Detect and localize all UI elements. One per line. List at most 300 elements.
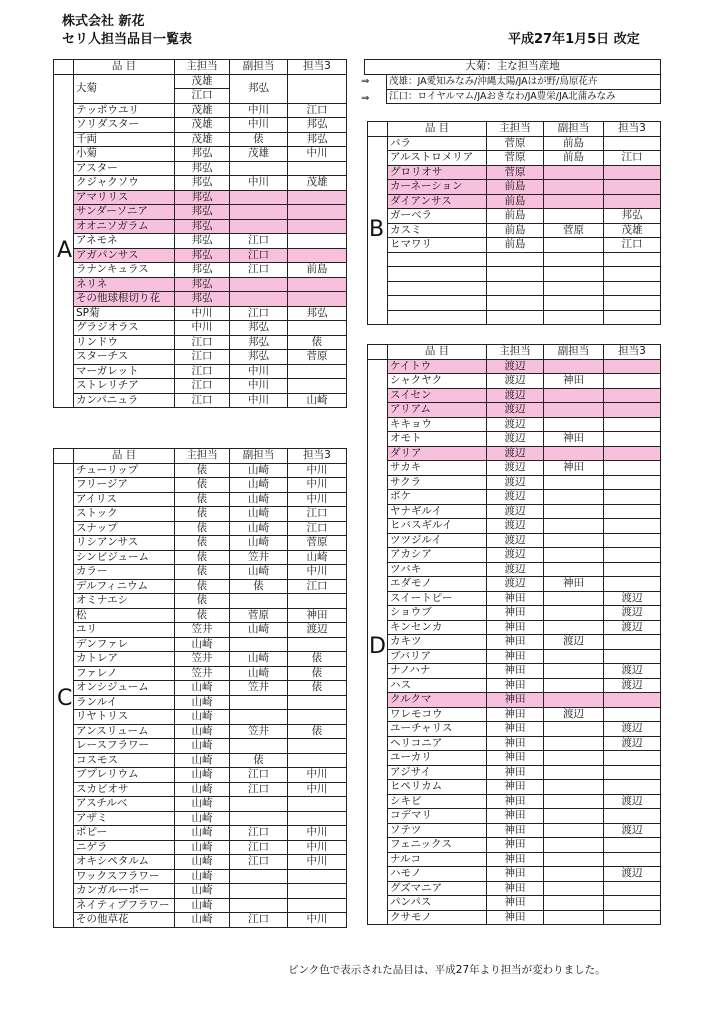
table-row [54,637,347,652]
item-name-cell: アジサイ [388,765,487,780]
item-name-cell: サカキ [388,461,487,476]
third-cell [604,388,661,403]
sub-cell [544,794,604,809]
table-row [368,707,661,722]
third-cell [288,321,347,336]
main-cell: 江口 [175,393,230,408]
third-cell [604,809,661,824]
sub-cell [544,209,604,224]
item-name-cell: チューリップ [74,463,175,478]
third-cell [604,475,661,490]
sub-cell: 俵 [230,579,288,594]
item-name-cell: ストック [74,507,175,522]
third-cell [604,780,661,795]
table-row [54,248,347,263]
item-name-cell: クルクマ [388,693,487,708]
table-row [54,782,347,797]
item-name-cell: サンダーソニア [74,205,175,220]
third-cell [604,910,661,925]
sub-cell [544,910,604,925]
group-c-corner [54,449,74,464]
main-cell: 山崎 [175,739,230,754]
item-name-cell: スイートピー [388,591,487,606]
item-name-cell: コスモス [74,753,175,768]
table-row [368,881,661,896]
sub-cell [544,664,604,679]
group-d-label: D [369,634,386,659]
main-cell: 邦弘 [175,190,230,205]
table-row [54,321,347,336]
item-name-cell: デンファレ [74,637,175,652]
table-row [54,306,347,321]
third-cell: 前島 [288,263,347,278]
table-row [368,252,661,267]
sub-cell [230,219,288,234]
main-cell: 神田 [487,591,544,606]
table-row [54,768,347,783]
column-header-main: 主担当 [487,345,544,360]
main-cell: 渡辺 [487,490,544,505]
item-name-cell: コデマリ [388,809,487,824]
table-row [54,913,347,928]
third-cell [288,869,347,884]
third-cell [288,277,347,292]
main-cell: 江口 [175,335,230,350]
main-cell: 山崎 [175,753,230,768]
third-cell [604,461,661,476]
item-name-cell: 松 [74,608,175,623]
item-name-cell: スナップ [74,521,175,536]
main-cell: 俵 [175,579,230,594]
column-header-third: 担当3 [288,60,347,75]
table-row [54,74,347,89]
sub-cell [544,267,604,282]
main-cell: 邦弘 [175,205,230,220]
sub-cell: 江口 [230,263,288,278]
third-cell [604,896,661,911]
table-row [54,811,347,826]
main-cell: 笠井 [175,652,230,667]
table-row [368,209,661,224]
table-row [368,809,661,824]
sub-cell [230,637,288,652]
item-name-cell: シキビ [388,794,487,809]
main-cell: 神田 [487,765,544,780]
table-row [368,896,661,911]
main-cell: 神田 [487,809,544,824]
origin-line-2: 江口：ロイヤルマム/JAおきなわ/JA豊栄/JA北蒲みなみ [387,89,661,104]
table-row [54,855,347,870]
main-cell: 神田 [487,896,544,911]
column-header-sub: 副担当 [544,122,604,137]
item-name-cell: カンパニュラ [74,393,175,408]
main-cell: 山崎 [175,826,230,841]
table-row [54,695,347,710]
item-name-cell: シャクヤク [388,374,487,389]
third-cell [604,267,661,282]
sub-cell: 神田 [544,374,604,389]
column-header-third: 担当3 [288,449,347,464]
main-cell: 俵 [175,608,230,623]
third-cell [604,296,661,311]
main-cell: 渡辺 [487,562,544,577]
sub-cell: 茂雄 [230,147,288,162]
third-cell: 中川 [288,463,347,478]
main-cell: 渡辺 [487,577,544,592]
third-cell [604,838,661,853]
main-cell [487,252,544,267]
main-cell: 神田 [487,664,544,679]
sub-cell [544,388,604,403]
table-row [54,463,347,478]
sub-cell [230,594,288,609]
main-cell: 神田 [487,867,544,882]
main-cell: 俵 [175,565,230,580]
third-cell [288,739,347,754]
sub-cell: 神田 [544,461,604,476]
item-name-cell: パンパス [388,896,487,911]
table-row [368,310,661,325]
third-cell [604,577,661,592]
third-cell: 菅原 [288,536,347,551]
group-b-label: B [369,217,385,242]
sub-cell [544,736,604,751]
third-cell [604,881,661,896]
third-cell [604,194,661,209]
table-row [368,751,661,766]
table-row [368,461,661,476]
item-name-cell: ボケ [388,490,487,505]
item-name-cell: アスチルベ [74,797,175,812]
item-name-cell: 大菊 [74,74,175,103]
third-cell [288,379,347,394]
item-name-cell: アイリス [74,492,175,507]
footer-note: ピンク色で表示された品目は、平成27年より担当が変わりました。 [288,964,606,976]
table-row [368,693,661,708]
third-cell: 江口 [288,103,347,118]
sub-cell: 中川 [230,176,288,191]
item-name-cell: グラジオラス [74,321,175,336]
main-cell: 俵 [175,521,230,536]
third-cell [288,161,347,176]
main-cell: 山崎 [175,797,230,812]
item-name-cell: アネモネ [74,234,175,249]
main-cell: 邦弘 [175,234,230,249]
arrow-icon: ⇒ [361,76,370,87]
group-a-table [53,59,347,408]
table-row [54,521,347,536]
table-row [368,577,661,592]
main-cell: 前島 [487,223,544,238]
group-d-corner [368,345,388,360]
sub-cell: 江口 [230,840,288,855]
third-cell: 渡辺 [604,620,661,635]
main-cell: 中川 [175,321,230,336]
sub-cell: 山崎 [230,492,288,507]
main-cell: 笠井 [175,666,230,681]
sub-cell: 山崎 [230,652,288,667]
third-cell: 中川 [288,768,347,783]
main-cell: 茂雄 [175,132,230,147]
sub-cell [230,869,288,884]
company-name: 株式会社 新花 [62,14,145,29]
main-cell: 山崎 [175,840,230,855]
origin-table [364,59,661,75]
third-cell: 中川 [288,782,347,797]
sub-cell [544,548,604,563]
third-cell [604,374,661,389]
third-cell [604,310,661,325]
main-cell: 邦弘 [175,277,230,292]
table-row [54,176,347,191]
third-cell [604,548,661,563]
item-name-cell: グロリオサ [388,165,487,180]
item-name-cell: ネイティブフラワー [74,898,175,913]
table-row [54,608,347,623]
item-name-cell [388,296,487,311]
table-row [54,379,347,394]
table-row [54,594,347,609]
table-row [54,118,347,133]
sub-cell: 山崎 [230,536,288,551]
table-row [54,219,347,234]
item-name-cell: デルフィニウム [74,579,175,594]
main-cell: 渡辺 [487,359,544,374]
sub-cell [544,281,604,296]
main-cell: 邦弘 [175,248,230,263]
item-name-cell: クサモノ [388,910,487,925]
item-name-cell: カーネーション [388,180,487,195]
sub-cell [544,490,604,505]
table-row [54,263,347,278]
main-cell: 山崎 [175,681,230,696]
sub-cell [544,649,604,664]
group-c-table [53,448,347,928]
item-name-cell: アルストロメリア [388,151,487,166]
sub-cell [544,403,604,418]
third-cell: 邦弘 [288,118,347,133]
main-cell: 邦弘 [175,147,230,162]
item-name-cell: オミナエシ [74,594,175,609]
table-row [368,403,661,418]
table-row [54,884,347,899]
item-name-cell: カスミ [388,223,487,238]
main-cell: 前島 [487,180,544,195]
sub-cell [544,446,604,461]
main-cell: 江口 [175,89,230,104]
table-row [54,666,347,681]
third-cell: 江口 [604,238,661,253]
item-name-cell: キンセンカ [388,620,487,635]
sub-cell: 中川 [230,393,288,408]
table-row [54,739,347,754]
main-cell: 菅原 [487,165,544,180]
third-cell: 邦弘 [288,132,347,147]
main-cell: 山崎 [175,913,230,928]
sub-cell [544,310,604,325]
item-name-cell: ケイトウ [388,359,487,374]
sub-cell: 笠井 [230,681,288,696]
main-cell: 茂雄 [175,103,230,118]
third-cell [604,519,661,534]
item-name-cell [388,281,487,296]
third-cell: 江口 [288,507,347,522]
main-cell: 菅原 [487,151,544,166]
table-row [368,281,661,296]
item-name-cell: スターチス [74,350,175,365]
third-cell: 渡辺 [604,823,661,838]
third-cell [288,898,347,913]
table-row [368,446,661,461]
third-cell: 神田 [288,608,347,623]
item-name-cell [388,310,487,325]
table-row [368,852,661,867]
item-name-cell: ワレモコウ [388,707,487,722]
table-row [368,664,661,679]
item-name-cell: クジャクソウ [74,176,175,191]
third-cell: 渡辺 [604,736,661,751]
main-cell: 山崎 [175,869,230,884]
group-d-header-row [368,345,661,360]
table-row [368,562,661,577]
table-row [54,335,347,350]
item-name-cell: テッポウユリ [74,103,175,118]
third-cell [604,765,661,780]
third-cell: 中川 [288,478,347,493]
main-cell: 神田 [487,620,544,635]
item-name-cell: ワックスフラワー [74,869,175,884]
table-row [368,238,661,253]
item-name-cell: アンスリューム [74,724,175,739]
main-cell: 神田 [487,606,544,621]
table-row [54,492,347,507]
table-row [54,623,347,638]
table-row [368,417,661,432]
sub-cell: 菅原 [544,223,604,238]
sub-cell [544,780,604,795]
third-cell [288,205,347,220]
sub-cell: 前島 [544,151,604,166]
arrow-icon: ⇒ [361,93,370,104]
item-name-cell: アカシア [388,548,487,563]
third-cell: 山崎 [288,393,347,408]
main-cell: 江口 [175,364,230,379]
item-name-cell: アガパンサス [74,248,175,263]
third-cell [288,695,347,710]
third-cell [288,753,347,768]
table-row [368,194,661,209]
third-cell: 中川 [288,492,347,507]
item-name-cell: その他草花 [74,913,175,928]
group-b-table [367,121,661,325]
item-name-cell: ユーカリ [388,751,487,766]
third-cell [604,504,661,519]
main-cell [487,267,544,282]
sub-cell: 中川 [230,118,288,133]
item-name-cell: アマリリス [74,190,175,205]
third-cell: 渡辺 [604,867,661,882]
table-row [54,132,347,147]
table-row [54,579,347,594]
item-name-cell [388,252,487,267]
table-row [54,190,347,205]
table-row [54,710,347,725]
column-header-main: 主担当 [487,122,544,137]
sub-cell [230,797,288,812]
main-cell: 茂雄 [175,118,230,133]
sub-cell [230,884,288,899]
sub-cell [544,881,604,896]
table-row [54,840,347,855]
item-name-cell: ネリネ [74,277,175,292]
table-row [368,635,661,650]
sub-cell [544,852,604,867]
sub-cell [230,898,288,913]
third-cell [604,446,661,461]
item-name-cell: フリージア [74,478,175,493]
third-cell [604,359,661,374]
third-cell: 渡辺 [604,591,661,606]
sub-cell [544,562,604,577]
table-row [54,898,347,913]
item-name-cell: キキョウ [388,417,487,432]
third-cell: 渡辺 [604,606,661,621]
item-name-cell: ツバキ [388,562,487,577]
main-cell: 俵 [175,478,230,493]
origin-line-1: 茂雄：JA愛知みなみ/沖縄太陽/JAはが野/鳥原花卉 [387,75,661,90]
sub-cell [544,475,604,490]
sub-cell: 邦弘 [230,321,288,336]
third-cell: 俵 [288,666,347,681]
sub-cell: 江口 [230,826,288,841]
sub-cell [230,292,288,307]
item-name-cell: ナルコ [388,852,487,867]
main-cell: 神田 [487,707,544,722]
table-row [54,565,347,580]
table-row [368,678,661,693]
third-cell [604,707,661,722]
table-row [368,606,661,621]
main-cell: 神田 [487,838,544,853]
item-name-cell: ソテツ [388,823,487,838]
item-name-cell: ガーベラ [388,209,487,224]
sub-cell: 笠井 [230,724,288,739]
item-name-cell: マーガレット [74,364,175,379]
sub-cell [544,606,604,621]
item-name-cell: サクラ [388,475,487,490]
item-name-cell: スイセン [388,388,487,403]
main-cell: 俵 [175,463,230,478]
table-row [54,161,347,176]
main-cell: 渡辺 [487,548,544,563]
main-cell: 俵 [175,594,230,609]
table-row [54,869,347,884]
column-header-sub: 副担当 [544,345,604,360]
sub-cell [544,751,604,766]
item-name-cell: ダリア [388,446,487,461]
third-cell: 中川 [288,826,347,841]
table-row [368,794,661,809]
revision-date: 平成27年1月5日 改定 [508,32,640,47]
sub-cell: 山崎 [230,478,288,493]
main-cell: 邦弘 [175,219,230,234]
sub-cell [230,739,288,754]
table-row [368,151,661,166]
table-row [54,292,347,307]
item-name-cell: ラナンキュラス [74,263,175,278]
third-cell [604,751,661,766]
third-cell [288,292,347,307]
